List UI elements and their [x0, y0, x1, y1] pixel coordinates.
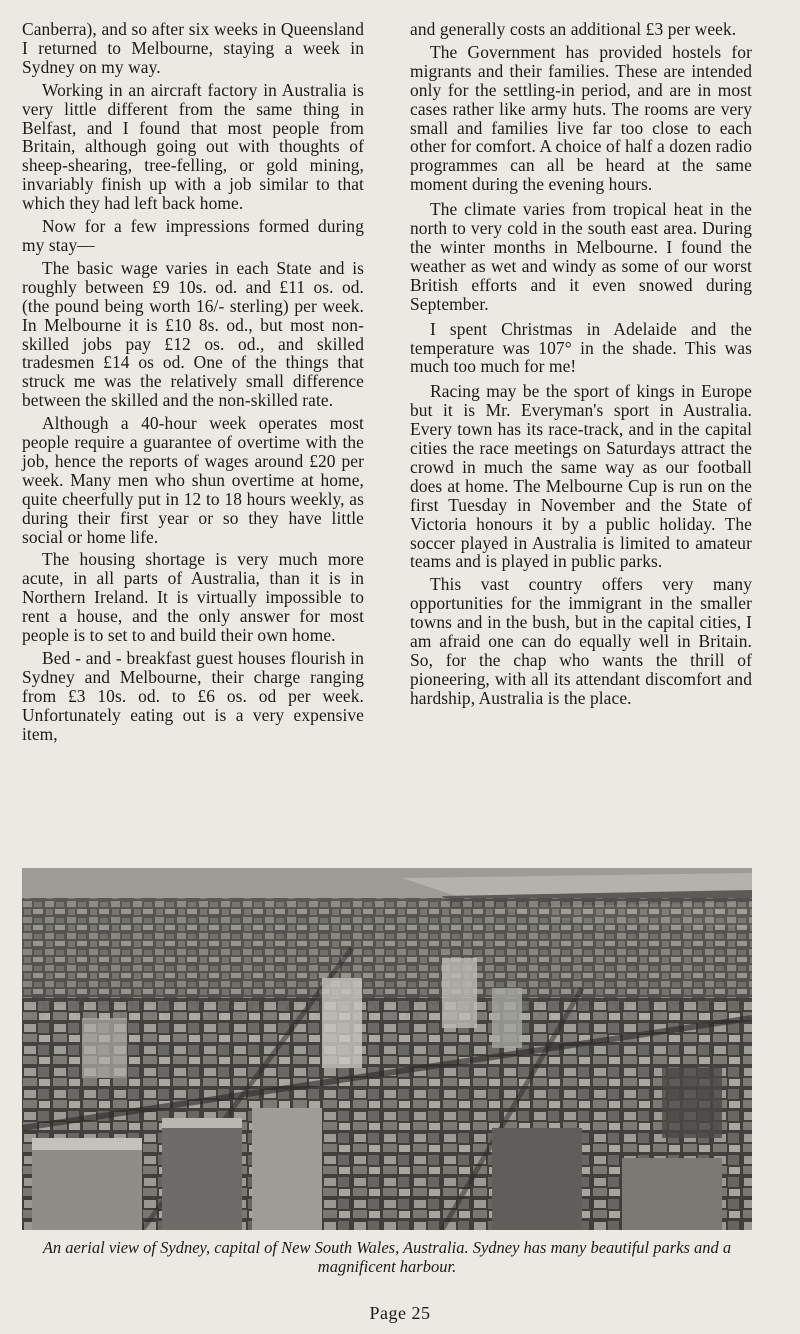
- article-column-right: [410, 20, 752, 860]
- paragraph: The basic wage varies in each State and is roughly between £9 10s. od. and £11 os. od. (the pound being worth 16/- sterling) per week. In Melbourne it is £10 8s. od., but most non-skilled jobs pay £12 os. od., and skilled tradesmen £14 os od. One of the things that struck me was the relatively small difference between the skilled and the non-skilled rate.: [22, 257, 364, 411]
- paragraph: I spent Christmas in Adelaide and the temperature was 107° in the shade. This was much too much for me!: [410, 318, 752, 377]
- paragraph: This vast country offers very many opportunities for the immigrant in the smaller towns and in the bush, but in the capital cities, I am afraid one can do equally well in Britain. So, for the chap who wants the thrill of pioneering, with all its attendant discomfort and hardship, Australia is the place.: [410, 574, 752, 708]
- article-column-left: [22, 20, 364, 860]
- paragraph: Bed - and - breakfast guest houses flourish in Sydney and Melbourne, their charge ranging from £3 10s. od. to £6 os. od per week. Unfortunately eating out is a very expensive item,: [22, 648, 364, 744]
- paragraph: Although a 40-hour week operates most people require a guarantee of overtime with the job, hence the reports of wages around £20 per week. Many men who shun overtime at home, quite cheerfully put in 12 to 18 hours weekly, as during their first year or so they have little social or home life.: [22, 413, 364, 547]
- paragraph: The Government has provided hostels for migrants and their families. These are intended only for the settling-in period, and are in most cases rather like army huts. The rooms are very small and families live far too close to each other for comfort. A choice of half a dozen radio programmes can all be heard at the same moment during the evening hours.: [410, 41, 752, 195]
- photo-caption: An aerial view of Sydney, capital of New South Wales, Australia. Sydney has many beautiful parks and a magnificent harbour.: [42, 1238, 732, 1276]
- paragraph: Canberra), and so after six weeks in Queensland I returned to Melbourne, staying a week in Sydney on my way.: [22, 19, 364, 77]
- aerial-photo: [22, 868, 752, 1230]
- paragraph: Racing may be the sport of kings in Europe but it is Mr. Everyman's sport in Australia. Every town has its race-track, and in the capital cities the race meetings on Saturdays attract the crowd in much the same way as our football does at home. The Melbourne Cup is run on the first Tuesday in November and the State of Victoria honours it by a public holiday. The soccer played in Australia is limited to amateur teams and is played in public parks.: [410, 381, 752, 572]
- paragraph: Working in an aircraft factory in Australia is very little different from the same thing in Belfast, and I found that most people from Britain, although going out with thoughts of sheep-shearing, tree-felling, or gold mining, invariably finish up with a job similar to that which they had left back home.: [22, 79, 364, 214]
- paragraph: Now for a few impressions formed during my stay—: [22, 216, 364, 255]
- page-number: Page 25: [369, 1303, 431, 1323]
- paragraph: and generally costs an additional £3 per week.: [410, 19, 737, 39]
- paragraph: The climate varies from tropical heat in the north to very cold in the south east area. During the winter months in Melbourne. I found the weather as wet and windy as some of our worst British efforts and it even snowed during September.: [410, 199, 752, 314]
- article-columns: [22, 20, 752, 860]
- paragraph: The housing shortage is very much more acute, in all parts of Australia, than it is in Northern Ireland. It is virtually impossible to rent a house, and the only answer for most people is to set to and build their own home.: [22, 549, 364, 646]
- aerial-city-image: [22, 868, 752, 1230]
